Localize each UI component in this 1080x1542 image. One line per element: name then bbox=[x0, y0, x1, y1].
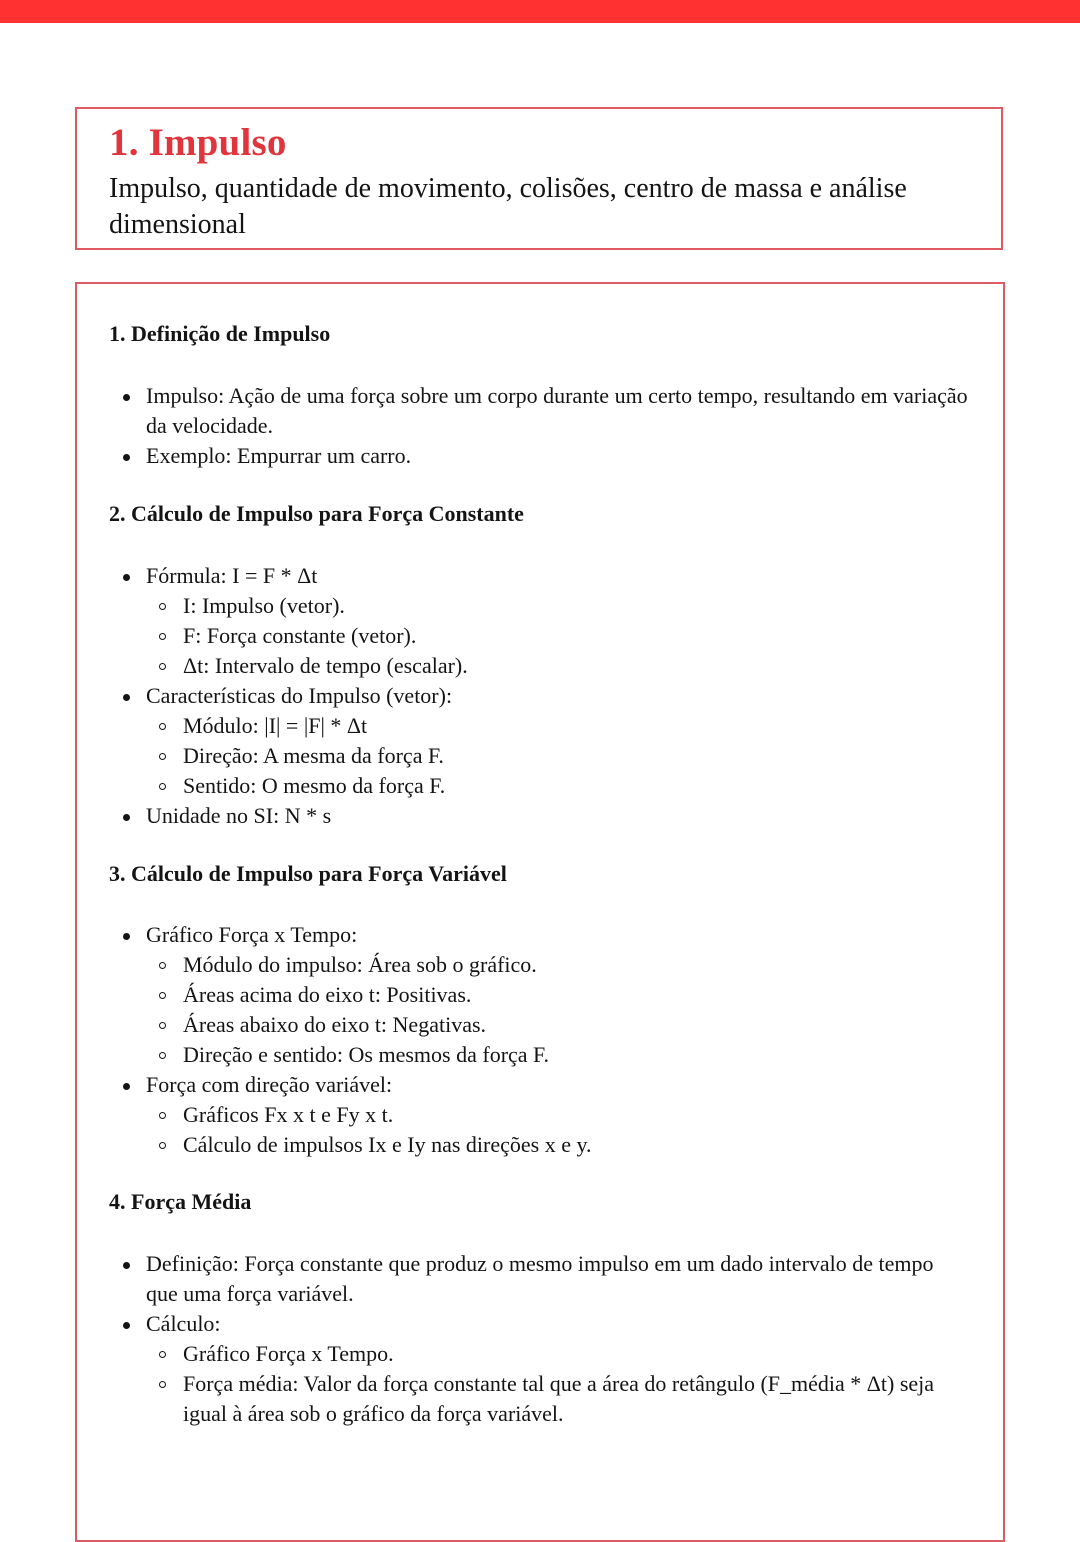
page-title: 1. Impulso bbox=[109, 121, 287, 164]
page-subtitle: Impulso, quantidade de movimento, colisões, centro de massa e análise dimensional bbox=[109, 173, 907, 240]
section-list-forca-variavel bbox=[109, 920, 969, 1160]
section-list-forca-media bbox=[109, 1249, 969, 1429]
list-subitem: Módulo: |I| = |F| * Δt bbox=[109, 711, 969, 741]
list-subitem: Módulo do impulso: Área sob o gráfico. bbox=[109, 950, 969, 980]
list-item: Impulso: Ação de uma força sobre um corpo durante um certo tempo, resultando em variação da velocidade. bbox=[109, 381, 969, 441]
list-subitem: Direção e sentido: Os mesmos da força F. bbox=[109, 1040, 969, 1070]
list-subitem: F: Força constante (vetor). bbox=[109, 621, 969, 651]
list-subitem: Direção: A mesma da força F. bbox=[109, 741, 969, 771]
list-item: Características do Impulso (vetor): bbox=[109, 681, 969, 711]
list-item: Gráfico Força x Tempo: bbox=[109, 920, 969, 950]
list-item: Definição: Força constante que produz o mesmo impulso em um dado intervalo de tempo que uma força variável. bbox=[109, 1249, 969, 1309]
list-subitem: Força média: Valor da força constante tal que a área do retângulo (F_média * Δt) seja igual à área sob o gráfico da força variável. bbox=[109, 1369, 969, 1429]
content-card bbox=[75, 282, 1005, 1542]
section-heading-forca-variavel: 3. Cálculo de Impulso para Força Variável bbox=[109, 861, 507, 886]
section-heading-forca-media: 4. Força Média bbox=[109, 1189, 252, 1214]
section-list-definicao bbox=[109, 381, 969, 471]
list-subitem: I: Impulso (vetor). bbox=[109, 591, 969, 621]
list-item: Exemplo: Empurrar um carro. bbox=[109, 441, 969, 471]
title-card bbox=[75, 107, 1003, 250]
list-subitem: Áreas acima do eixo t: Positivas. bbox=[109, 980, 969, 1010]
list-subitem: Δt: Intervalo de tempo (escalar). bbox=[109, 651, 969, 681]
list-subitem: Sentido: O mesmo da força F. bbox=[109, 771, 969, 801]
section-heading-definicao: 1. Definição de Impulso bbox=[109, 321, 331, 346]
list-item: Cálculo: bbox=[109, 1309, 969, 1339]
list-item: Unidade no SI: N * s bbox=[109, 801, 969, 831]
list-item: Fórmula: I = F * Δt bbox=[109, 561, 969, 591]
list-subitem: Cálculo de impulsos Ix e Iy nas direções x e y. bbox=[109, 1130, 969, 1160]
list-subitem: Áreas abaixo do eixo t: Negativas. bbox=[109, 1010, 969, 1040]
list-subitem: Gráfico Força x Tempo. bbox=[109, 1339, 969, 1369]
top-accent-bar bbox=[0, 0, 1080, 23]
section-list-forca-constante bbox=[109, 561, 969, 831]
list-item: Força com direção variável: bbox=[109, 1070, 969, 1100]
section-heading-forca-constante: 2. Cálculo de Impulso para Força Constante bbox=[109, 501, 524, 526]
list-subitem: Gráficos Fx x t e Fy x t. bbox=[109, 1100, 969, 1130]
